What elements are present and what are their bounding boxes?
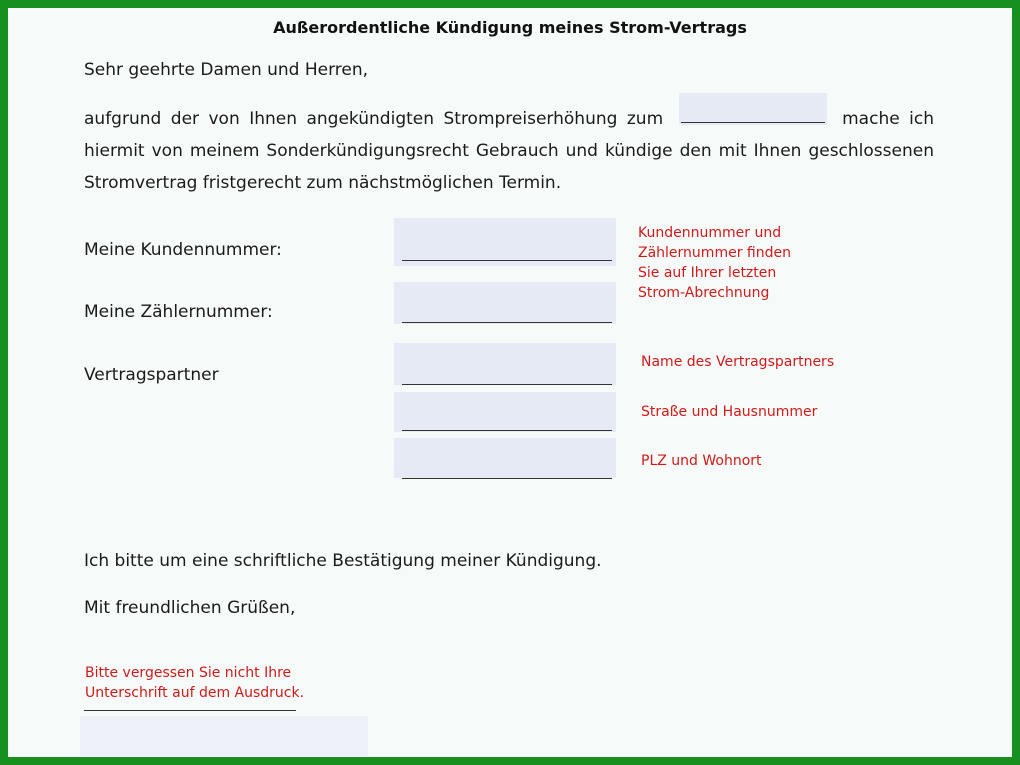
greeting: Sehr geehrte Damen und Herren, [84,60,369,80]
confirmation-request: Ich bitte um eine schriftliche Bestätigung meiner Kündigung. [84,551,602,571]
letter-title: Außerordentliche Kündigung meines Strom-Vertrags [273,18,747,37]
partner-name-field[interactable] [394,343,616,385]
partner-name-hint: Name des Vertragspartners [641,354,835,370]
customer-number-label: Meine Kundennummer: [84,240,282,260]
letter-page [8,8,1012,757]
partner-label: Vertragspartner [84,365,219,385]
signature-hint: Bitte vergessen Sie nicht Ihre Unterschrift auf dem Ausdruck. [85,665,305,701]
partner-city-field[interactable] [394,438,616,478]
signature-field[interactable] [80,716,368,756]
city-hint: PLZ und Wohnort [641,453,762,469]
meter-number-label: Meine Zählernummer: [84,302,273,322]
meter-number-field[interactable] [394,282,616,324]
closing: Mit freundlichen Grüßen, [84,598,296,618]
body-line-2: hiermit von meinem Sonderkündigungsrecht Gebrauch und kündige den mit Ihnen geschlossenen [84,141,934,161]
customer-number-field[interactable] [394,218,616,266]
body-paragraph [84,103,934,199]
body-line-1 [84,103,934,135]
body-line-1-end: mache ich [842,109,935,129]
body-line-1-start: aufgrund der von Ihnen angekündigten Strompreiserhöhung zum [84,109,664,129]
body-line-3: Stromvertrag fristgerecht zum nächstmöglichen Termin. [84,173,562,193]
date-field[interactable] [679,93,827,125]
numbers-hint: Kundennummer und Zählernummer finden Sie auf Ihrer letzten Strom-Abrechnung [638,225,791,301]
street-hint: Straße und Hausnummer [641,404,818,420]
partner-street-field[interactable] [394,392,616,432]
signature-line [84,710,296,711]
